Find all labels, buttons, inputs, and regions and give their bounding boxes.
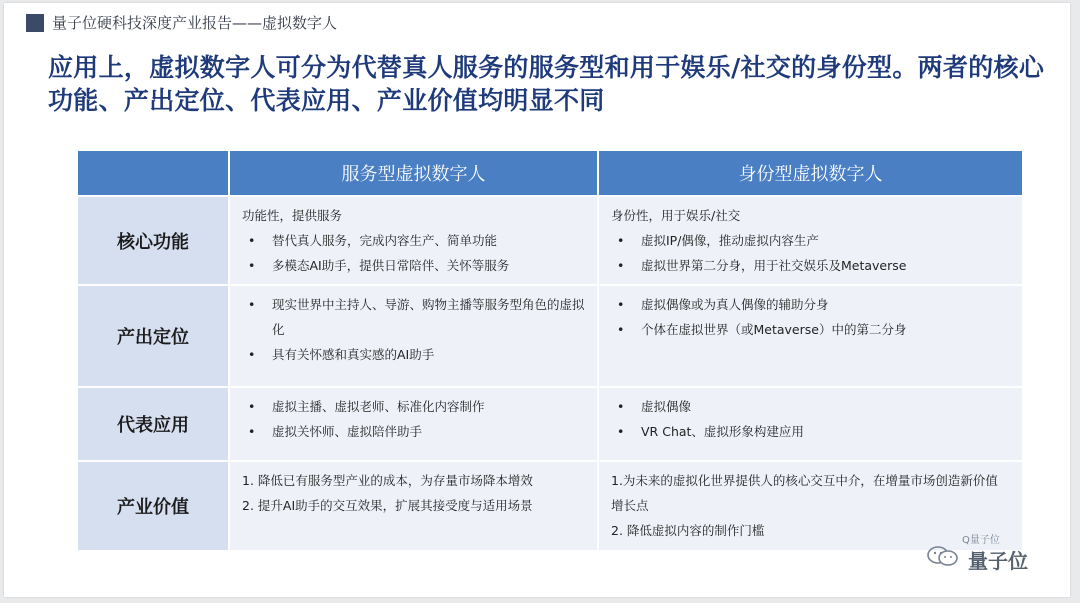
list-item: • 虚拟世界第二分身，用于社交娱乐及Metaverse bbox=[611, 253, 1010, 278]
watermark bbox=[922, 531, 1052, 575]
list-item: • VR Chat、虚拟形象构建应用 bbox=[611, 419, 1010, 444]
table-corner-cell bbox=[77, 150, 229, 196]
row-label: 产业价值 bbox=[77, 461, 229, 551]
list-item: • 现实世界中主持人、导游、购物主播等服务型角色的虚拟化 bbox=[242, 292, 585, 342]
list-item: • 个体在虚拟世界（或Metaverse）中的第二分身 bbox=[611, 317, 1010, 342]
table-header-row bbox=[77, 150, 1023, 196]
table-row bbox=[77, 387, 1023, 461]
list-item: • 虚拟IP/偶像，推动虚拟内容生产 bbox=[611, 228, 1010, 253]
table-row bbox=[77, 285, 1023, 387]
row-label: 核心功能 bbox=[77, 196, 229, 285]
bullet-list bbox=[242, 228, 585, 278]
slide-title: 应用上，虚拟数字人可分为代替真人服务的服务型和用于娱乐/社交的身份型。两者的核心功能、产出定位、代表应用、产业价值均明显不同 bbox=[48, 53, 1045, 115]
table-cell bbox=[598, 387, 1023, 461]
report-header: 量子位硬科技深度产业报告——虚拟数字人 bbox=[52, 14, 338, 32]
bullet-list bbox=[242, 292, 585, 367]
table-cell bbox=[598, 196, 1023, 285]
numbered-item: 2. 提升AI助手的交互效果，扩展其接受度与适用场景 bbox=[242, 498, 533, 513]
watermark-text: 量子位 bbox=[968, 549, 1028, 573]
list-item: • 替代真人服务，完成内容生产、简单功能 bbox=[242, 228, 585, 253]
numbered-item: 1.为未来的虚拟化世界提供人的核心交互中介，在增量市场创造新价值增长点 bbox=[611, 473, 998, 513]
table-cell bbox=[229, 461, 598, 551]
bullet-list bbox=[611, 394, 1010, 444]
list-item: • 具有关怀感和真实感的AI助手 bbox=[242, 342, 585, 367]
bullet-list bbox=[611, 292, 1010, 342]
row-label: 代表应用 bbox=[77, 387, 229, 461]
watermark-small-text: Q量子位 bbox=[962, 535, 1000, 546]
table-row bbox=[77, 461, 1023, 551]
list-item: • 虚拟偶像或为真人偶像的辅助分身 bbox=[611, 292, 1010, 317]
column-header-identity: 身份型虚拟数字人 bbox=[598, 150, 1023, 196]
table-cell bbox=[229, 196, 598, 285]
wechat-icon bbox=[926, 545, 960, 567]
table-row bbox=[77, 196, 1023, 285]
comparison-table bbox=[76, 149, 1024, 552]
slide bbox=[4, 3, 1070, 597]
cell-lead-text: 功能性，提供服务 bbox=[242, 208, 343, 223]
list-item: • 虚拟关怀师、虚拟陪伴助手 bbox=[242, 419, 585, 444]
table-cell bbox=[598, 285, 1023, 387]
bullet-list bbox=[611, 228, 1010, 278]
list-item: • 虚拟偶像 bbox=[611, 394, 1010, 419]
table-cell bbox=[229, 285, 598, 387]
row-label: 产出定位 bbox=[77, 285, 229, 387]
numbered-item: 2. 降低虚拟内容的制作门槛 bbox=[611, 523, 765, 538]
table-cell bbox=[229, 387, 598, 461]
list-item: • 虚拟主播、虚拟老师、标准化内容制作 bbox=[242, 394, 585, 419]
cell-lead-text: 身份性，用于娱乐/社交 bbox=[611, 208, 741, 223]
bullet-list bbox=[242, 394, 585, 444]
numbered-item: 1. 降低已有服务型产业的成本，为存量市场降本增效 bbox=[242, 473, 533, 488]
header-square-icon bbox=[26, 14, 44, 32]
list-item: • 多模态AI助手，提供日常陪伴、关怀等服务 bbox=[242, 253, 585, 278]
column-header-service: 服务型虚拟数字人 bbox=[229, 150, 598, 196]
